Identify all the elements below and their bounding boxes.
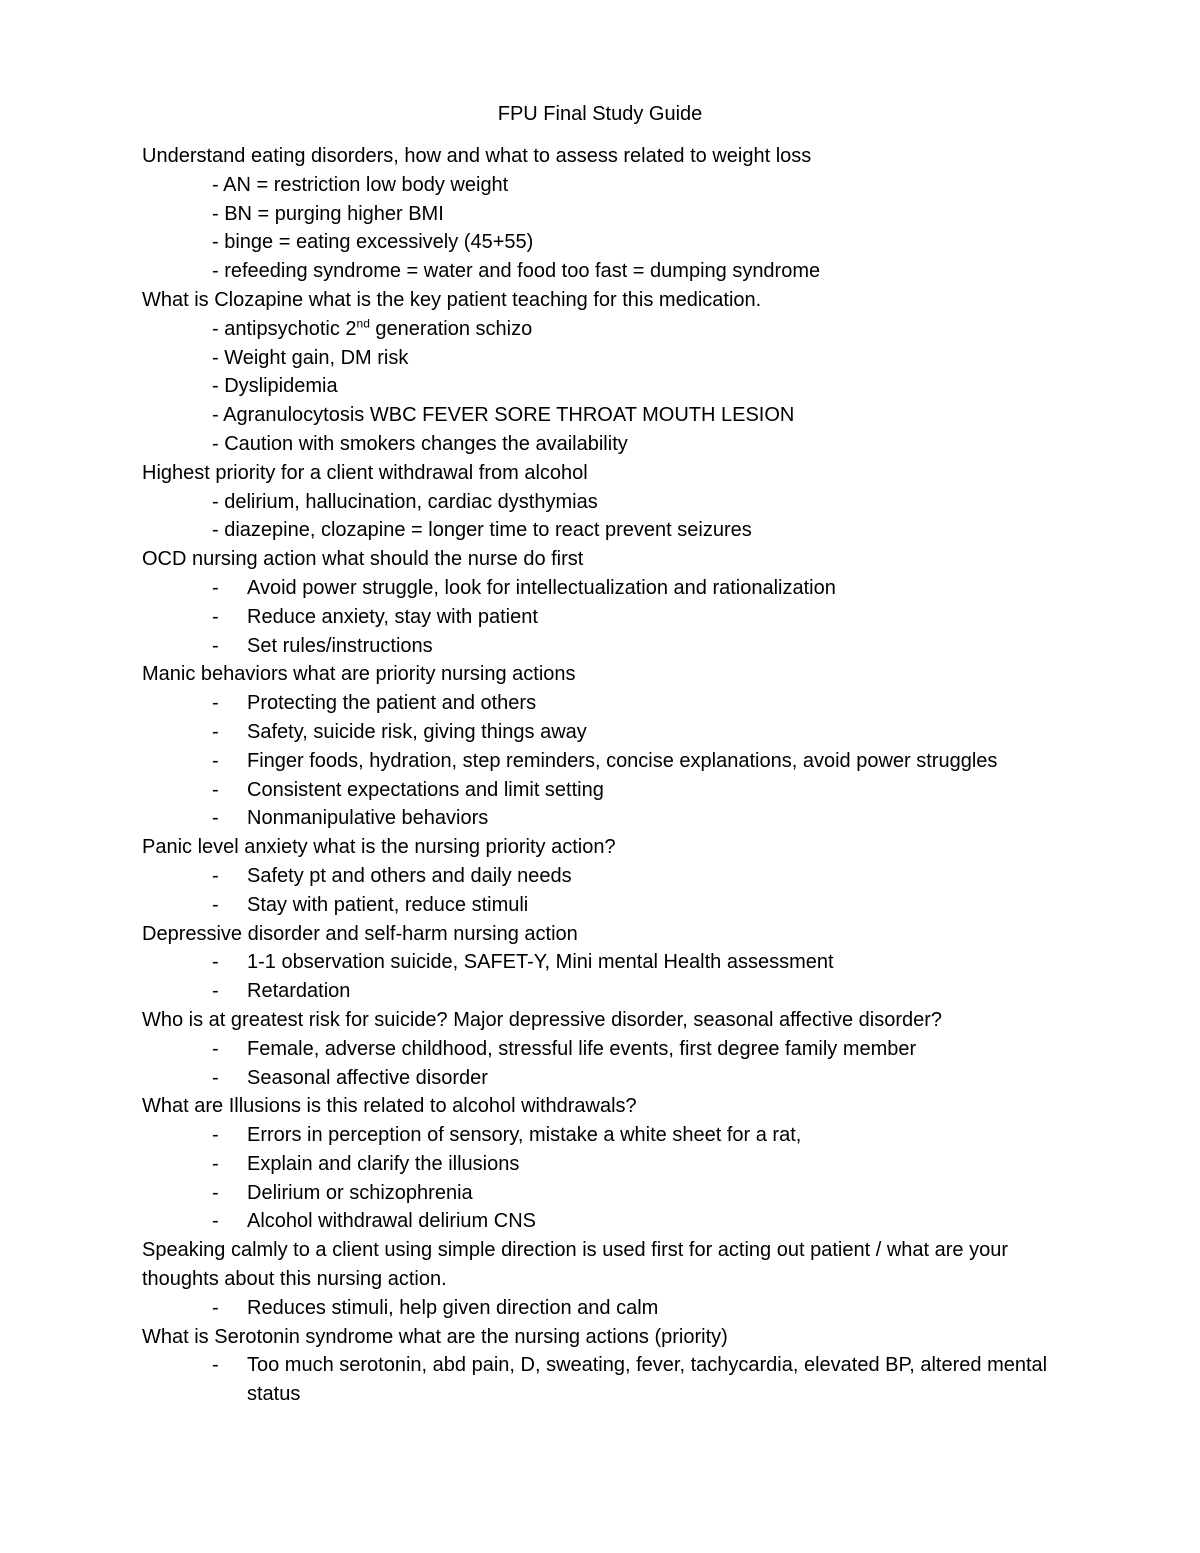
section-heading: Speaking calmly to a client using simple direction is used first for acting out patient / what are your thoughts about this nursing action.: [142, 1239, 1008, 1291]
list-item: [142, 1121, 1062, 1150]
list-item: [142, 1351, 1062, 1409]
section-heading: What is Serotonin syndrome what are the nursing actions (priority): [142, 1325, 728, 1348]
section-heading: Depressive disorder and self-harm nursing action: [142, 922, 578, 945]
list-item-text: Consistent expectations and limit setting: [247, 778, 604, 801]
dash-marker: -: [212, 1037, 219, 1060]
list-item: [142, 747, 1062, 776]
list-item: [142, 1179, 1062, 1208]
dash-marker: -: [212, 720, 219, 743]
document-title: FPU Final Study Guide: [497, 103, 703, 125]
list-item-text: Retardation: [247, 980, 351, 1003]
list-item: [142, 1150, 1062, 1179]
list-item-text: Avoid power struggle, look for intellectualization and rationalization: [247, 576, 836, 599]
list-item-text: Female, adverse childhood, stressful life events, first degree family member: [247, 1037, 917, 1060]
list-item-text: Set rules/instructions: [247, 634, 433, 657]
dash-marker: -: [212, 1124, 219, 1147]
list-item: [142, 776, 1062, 805]
dash-marker: -: [212, 807, 219, 830]
dash-marker: -: [212, 605, 219, 628]
dash-marker: -: [212, 1210, 219, 1233]
document-body: [142, 142, 1062, 1409]
section-heading: Panic level anxiety what is the nursing priority action?: [142, 836, 616, 859]
list-item-text: Reduce anxiety, stay with patient: [247, 605, 538, 628]
list-item: - Weight gain, DM risk: [212, 346, 409, 369]
section-heading: What is Clozapine what is the key patient teaching for this medication.: [142, 288, 762, 311]
list-item: - AN = restriction low body weight: [212, 173, 509, 196]
list-item: [142, 315, 1062, 344]
list-item: - refeeding syndrome = water and food too fast = dumping syndrome: [212, 260, 821, 283]
list-item-text: Protecting the patient and others: [247, 692, 537, 715]
list-item-text: - antipsychotic 2: [212, 317, 357, 340]
list-item: [142, 718, 1062, 747]
dash-marker: -: [212, 1066, 219, 1089]
list-item-text: Too much serotonin, abd pain, D, sweating, fever, tachycardia, elevated BP, altered mental status: [247, 1354, 1048, 1406]
section-heading: What are Illusions is this related to alcohol withdrawals?: [142, 1095, 637, 1118]
list-item-text: Explain and clarify the illusions: [247, 1152, 520, 1175]
list-item-text: Finger foods, hydration, step reminders, concise explanations, avoid power struggles: [247, 749, 998, 772]
list-item: [142, 1064, 1062, 1093]
section-heading: Highest priority for a client withdrawal from alcohol: [142, 461, 588, 484]
dash-marker: -: [212, 778, 219, 801]
section-heading: Manic behaviors what are priority nursing actions: [142, 663, 576, 686]
dash-marker: -: [212, 864, 219, 887]
dash-marker: -: [212, 1181, 219, 1204]
list-item: - diazepine, clozapine = longer time to react prevent seizures: [212, 519, 752, 542]
list-item: - Dyslipidemia: [212, 375, 338, 398]
section-heading: Who is at greatest risk for suicide? Major depressive disorder, seasonal affective disorder?: [142, 1008, 943, 1031]
list-item-text-rest: generation schizo: [369, 317, 533, 340]
list-item: - Agranulocytosis WBC FEVER SORE THROAT MOUTH LESION: [212, 404, 795, 427]
dash-marker: -: [212, 951, 219, 974]
dash-marker: -: [212, 1152, 219, 1175]
dash-marker: -: [212, 634, 219, 657]
section-heading: Understand eating disorders, how and what to assess related to weight loss: [142, 145, 812, 167]
list-item: - binge = eating excessively (45+55): [212, 231, 534, 254]
list-item: - delirium, hallucination, cardiac dysthymias: [212, 490, 598, 513]
list-item: [142, 1294, 1062, 1323]
dash-marker: -: [212, 980, 219, 1003]
list-item: [142, 574, 1062, 603]
list-item: [142, 948, 1062, 977]
list-item-text: Errors in perception of sensory, mistake a white sheet for a rat,: [247, 1124, 802, 1147]
list-item: [142, 1035, 1062, 1064]
list-item-text: Nonmanipulative behaviors: [247, 807, 489, 830]
list-item: [142, 804, 1062, 833]
ordinal-suffix: nd: [356, 316, 370, 331]
list-item: [142, 1207, 1062, 1236]
list-item-text: 1-1 observation suicide, SAFET-Y, Mini mental Health assessment: [247, 951, 834, 974]
section-heading: OCD nursing action what should the nurse do first: [142, 548, 584, 571]
list-item-text: Reduces stimuli, help given direction and calm: [247, 1296, 659, 1319]
list-item: [142, 862, 1062, 891]
list-item-text: Stay with patient, reduce stimuli: [247, 893, 529, 916]
list-item-text: Safety, suicide risk, giving things away: [247, 720, 587, 743]
dash-marker: -: [212, 1296, 219, 1319]
list-item-text: Alcohol withdrawal delirium CNS: [247, 1210, 536, 1233]
dash-marker: -: [212, 749, 219, 772]
list-item: [142, 891, 1062, 920]
dash-marker: -: [212, 1354, 219, 1377]
dash-marker: -: [212, 692, 219, 715]
dash-marker: -: [212, 893, 219, 916]
list-item-text: Seasonal affective disorder: [247, 1066, 488, 1089]
list-item: - Caution with smokers changes the availability: [212, 432, 628, 455]
list-item-text: Safety pt and others and daily needs: [247, 864, 572, 887]
list-item: [142, 632, 1062, 661]
list-item: [142, 603, 1062, 632]
list-item: [142, 977, 1062, 1006]
list-item: [142, 689, 1062, 718]
list-item: - BN = purging higher BMI: [212, 202, 444, 225]
list-item-text: Delirium or schizophrenia: [247, 1181, 473, 1204]
dash-marker: -: [212, 576, 219, 599]
